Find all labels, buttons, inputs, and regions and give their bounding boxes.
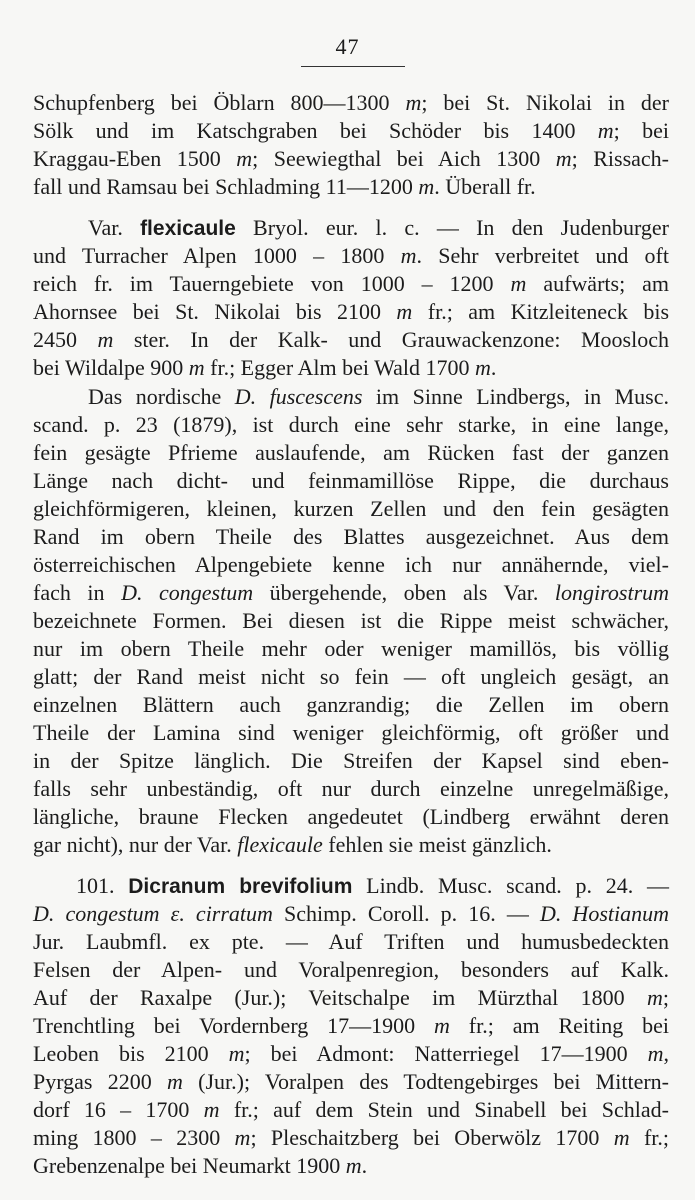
text-run: Sölk und im Katschgraben bei Schöder bis 1400 [33, 118, 598, 143]
text-run: Länge nach dicht- und feinmamillöse Rippe, die durchaus [33, 468, 669, 493]
text-line [33, 117, 669, 145]
text-run: ; [662, 985, 669, 1010]
text-run: ; bei [613, 118, 669, 143]
text-line [33, 145, 669, 173]
text-line [33, 1152, 669, 1180]
text-run: Bryol. eur. l. c. — In den Judenburger [235, 215, 669, 240]
text-line [33, 803, 669, 831]
text-run: österreichischen Alpengebiete kenne ich nur annähernde, viel- [33, 552, 669, 577]
text-run: fr.; Egger Alm bei Wald 1700 [204, 355, 475, 380]
text-line [33, 270, 669, 298]
text-line [33, 900, 669, 928]
text-run: fr.; [629, 1125, 669, 1150]
text-line [33, 663, 669, 691]
text-run: Leoben bis 2100 [33, 1041, 229, 1066]
text-run: . [490, 355, 497, 380]
text-run: ; Rissach- [571, 146, 669, 171]
text-line [33, 1096, 669, 1124]
text-run: bei Wildalpe 900 [33, 355, 189, 380]
text-run: Auf der Raxalpe (Jur.); Veitschalpe im Mürzthal 1800 [33, 985, 647, 1010]
text-run: dorf 16 – 1700 [33, 1097, 204, 1122]
text-line [33, 1012, 669, 1040]
text-run: fehlen sie meist gänzlich. [322, 832, 552, 857]
text-run: Pyrgas 2200 [33, 1069, 167, 1094]
text-line [88, 383, 669, 411]
text-run: (Jur.); Voralpen des Todtengebirges bei Mittern- [182, 1069, 669, 1094]
text-run: scand. p. 23 (1879), ist durch eine sehr starke, in eine lange, [33, 412, 669, 437]
italic-run: m [203, 1097, 220, 1122]
italic-run: D. Hostianum [539, 901, 669, 926]
italic-run: m [400, 243, 417, 268]
text-run: fr.; am Reiting bei [449, 1013, 669, 1038]
text-run: ; bei St. Nikolai in der [421, 90, 669, 115]
text-run: . Sehr verbreitet und oft [416, 243, 669, 268]
text-line [33, 775, 669, 803]
text-run: Felsen der Alpen- und Voralpenregion, besonders auf Kalk. [33, 957, 669, 982]
text-line [33, 242, 669, 270]
text-run: in der Spitze länglich. Die Streifen der Kapsel sind eben- [33, 748, 669, 773]
italic-run: m [597, 118, 614, 143]
text-line [33, 635, 669, 663]
text-line [33, 89, 669, 117]
text-line [33, 467, 669, 495]
text-run: Var. [88, 215, 141, 240]
text-run: Schupfenberg bei Öblarn 800—1300 [33, 90, 406, 115]
italic-run: m [418, 174, 435, 199]
italic-run: m [613, 1125, 630, 1150]
text-run: fr.; auf dem Stein und Sinabell bei Schlad- [219, 1097, 669, 1122]
text-run: Ahornsee bei St. Nikolai bis 2100 [33, 299, 397, 324]
page-number: 47 [335, 34, 360, 59]
italic-run: m [434, 1013, 450, 1038]
text-run: und Turracher Alpen 1000 – 1800 [33, 243, 401, 268]
text-line [33, 928, 669, 956]
text-line [33, 495, 669, 523]
text-line [33, 551, 669, 579]
text-run: ; Seewiegthal bei Aich 1300 [252, 146, 556, 171]
text-run: aufwärts; am [526, 271, 669, 296]
text-run: falls sehr unbeständig, oft nur durch einzelne unregelmäßige, [33, 776, 669, 801]
italic-run: m [555, 146, 572, 171]
text-run: , [663, 1041, 669, 1066]
italic-run: m [97, 327, 114, 352]
text-run: fall und Ramsau bei Schladming 11—1200 [33, 174, 419, 199]
text-run: einzelnen Blättern auch ganzrandig; die Zellen im obern [33, 692, 669, 717]
text-run: fein gesägte Pfrieme auslaufende, am Rücken fast der ganzen [33, 440, 669, 465]
text-run: Kraggau-Eben 1500 [33, 146, 237, 171]
text-line [33, 439, 669, 467]
text-line [33, 747, 669, 775]
italic-run: m [167, 1069, 183, 1094]
text-run: Lindb. Musc. scand. p. 24. — [352, 873, 669, 898]
text-run: längliche, braune Flecken angedeutet (Lindberg erwähnt deren [33, 804, 669, 829]
italic-run: m [396, 299, 413, 324]
text-line [33, 956, 669, 984]
text-line [33, 1068, 669, 1096]
text-line [33, 691, 669, 719]
italic-run: m [405, 90, 422, 115]
text-run: ; Pleschaitzberg bei Oberwölz 1700 [250, 1125, 614, 1150]
italic-run: D. congestum ε. cirratum [33, 901, 273, 926]
text-line [33, 579, 669, 607]
text-run: 2450 [33, 327, 98, 352]
italic-run: m [510, 271, 527, 296]
text-line [33, 1124, 669, 1152]
text-line [33, 298, 669, 326]
species-name: flexicaule [140, 217, 236, 240]
italic-run: longirostrum [554, 580, 670, 605]
text-run: . Überall fr. [434, 174, 536, 199]
text-line [33, 719, 669, 747]
text-line [33, 607, 669, 635]
text-run: Schimp. Coroll. p. 16. — [272, 901, 540, 926]
text-line [33, 523, 669, 551]
text-run: ming 1800 – 2300 [33, 1125, 235, 1150]
header-rule [301, 66, 405, 67]
text-run: . [361, 1153, 368, 1178]
italic-run: m [234, 1125, 251, 1150]
italic-run: flexicaule [237, 832, 323, 857]
text-run: Das nordische [88, 384, 235, 409]
text-run: übergehende, oben als Var. [253, 580, 555, 605]
italic-run: m [236, 146, 253, 171]
text-run: 101. [76, 873, 129, 898]
text-line [33, 354, 669, 382]
italic-run: D. congestum [121, 580, 254, 605]
italic-run: m [647, 1041, 664, 1066]
text-run: gleichförmigeren, kleinen, kurzen Zellen und den fein gesägten [33, 496, 669, 521]
italic-run: m [228, 1041, 245, 1066]
text-line [33, 326, 669, 354]
text-run: fr.; am Kitzleiteneck bis [412, 299, 669, 324]
text-line [76, 872, 669, 900]
text-run: bezeichnete Formen. Bei diesen ist die Rippe meist schwächer, [33, 608, 669, 633]
italic-run: m [188, 355, 205, 380]
italic-run: m [646, 985, 663, 1010]
text-line [88, 214, 669, 242]
text-run: glatt; der Rand meist nicht so fein — oft ungleich gesägt, an [33, 664, 669, 689]
text-run: ; bei Admont: Natterriegel 17—1900 [244, 1041, 648, 1066]
text-run: Trenchtling bei Vordernberg 17—1900 [33, 1013, 435, 1038]
text-run: Jur. Laubmfl. ex pte. — Auf Triften und humusbedeckten [33, 929, 669, 954]
italic-run: D. fuscescens [234, 384, 363, 409]
text-run: Grebenzenalpe bei Neumarkt 1900 [33, 1153, 346, 1178]
text-run: Rand im obern Theile des Blattes ausgezeichnet. Aus dem [33, 524, 669, 549]
text-run: gar nicht), nur der Var. [33, 832, 238, 857]
text-run: reich fr. im Tauerngebiete von 1000 – 1200 [33, 271, 511, 296]
text-line [33, 831, 669, 859]
species-name: Dicranum brevifolium [128, 875, 353, 898]
text-run: im Sinne Lindbergs, in Musc. [362, 384, 669, 409]
text-run: ster. In der Kalk- und Grauwackenzone: Moosloch [113, 327, 669, 352]
text-line [33, 1040, 669, 1068]
text-run: nur im obern Theile mehr oder weniger mamillös, bis völlig [33, 636, 669, 661]
text-line [33, 173, 669, 201]
text-run: fach in [33, 580, 122, 605]
text-line [33, 984, 669, 1012]
italic-run: m [345, 1153, 362, 1178]
italic-run: m [474, 355, 491, 380]
text-line [33, 411, 669, 439]
text-run: Theile der Lamina sind weniger gleichförmig, oft größer und [33, 720, 669, 745]
